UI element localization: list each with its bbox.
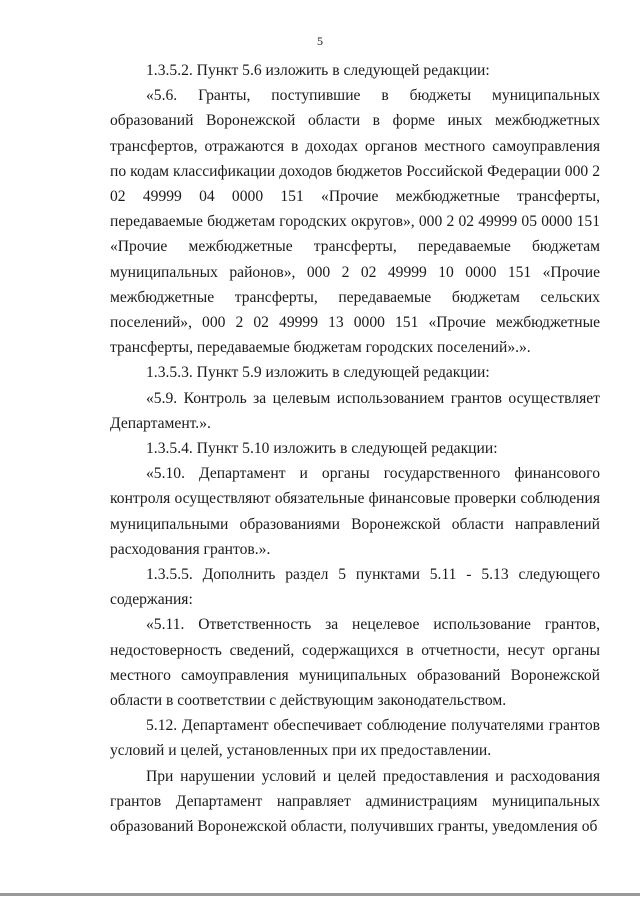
paragraph-violation-notice: При нарушении условий и целей предоставления и расходования грантов Департамент направляет администрациям муниципальных образований Воронежской области, получивших гранты, уведомления об [110, 767, 600, 836]
paragraph-5-11: «5.11. Ответственность за нецелевое использование грантов, недостоверность сведений, содержащихся в отчетности, несут органы местного самоуправления муниципальных образований Воронежской области в соответствии с действующим законодательством. [110, 616, 600, 710]
paragraph-5-10: «5.10. Департамент и органы государственного финансового контроля осуществляют обязательные финансовые проверки соблюдения муниципальными образованиями Воронежской области направлений расходования грантов.». [110, 465, 600, 558]
paragraph-5-12: 5.12. Департамент обеспечивает соблюдение получателями грантов условий и целей, установленных при их предоставлении. [110, 717, 600, 760]
document-body [110, 58, 600, 839]
paragraph-5-6: «5.6. Гранты, поступившие в бюджеты муниципальных образований Воронежской области в форме иных межбюджетных трансфертов, отражаются в доходах органов местного самоуправления по кодам классификации доходов бюджетов Российской Федерации 000 2 02 49999 04 0000 151 «Прочие межбюджетные трансферты, передаваемые бюджетам городских округов», 000 2 02 49999 05 0000 151 «Прочие межбюджетные трансферты, передаваемые бюджетам муниципальных районов», 000 2 02 49999 10 0000 151 «Прочие межбюджетные трансферты, передаваемые бюджетам сельских поселений», 000 2 02 49999 13 0000 151 «Прочие межбюджетные трансферты, передаваемые бюджетам городских поселений».». [110, 87, 600, 357]
paragraph-1-3-5-3: 1.3.5.3. Пункт 5.9 изложить в следующей редакции: [146, 364, 490, 382]
paragraph-1-3-5-4: 1.3.5.4. Пункт 5.10 изложить в следующей редакции: [146, 440, 498, 458]
page-number: 5 [317, 34, 323, 48]
paragraph-1-3-5-5: 1.3.5.5. Дополнить раздел 5 пунктами 5.11 - 5.13 следующего содержания: [110, 566, 600, 609]
scan-bottom-edge [0, 893, 640, 896]
paragraph-5-9: «5.9. Контроль за целевым использованием грантов осуществляет Департамент.». [110, 389, 600, 432]
paragraph-1-3-5-2: 1.3.5.2. Пункт 5.6 изложить в следующей редакции: [146, 62, 490, 79]
